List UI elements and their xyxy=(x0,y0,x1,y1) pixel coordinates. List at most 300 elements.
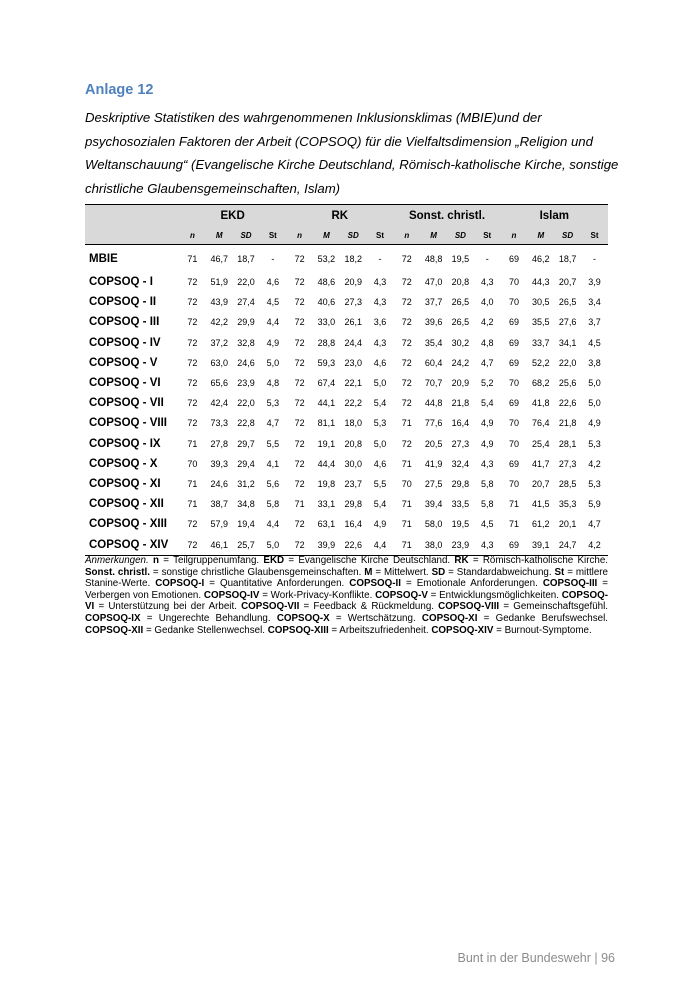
table-cell: 39,6 xyxy=(424,317,443,328)
table-cell: 72 xyxy=(401,277,412,288)
note-segment: COPSOQ-XI xyxy=(421,612,478,624)
table-cell: 70 xyxy=(508,277,519,288)
note-segment: = Mittelwert. xyxy=(372,566,432,578)
table-cell: 29,8 xyxy=(344,499,362,510)
table-cell: 44,8 xyxy=(424,398,443,409)
table-cell: 35,4 xyxy=(424,337,443,348)
table-cell: - xyxy=(378,253,382,264)
table-cell: 4,5 xyxy=(266,297,280,308)
table-cell: 24,6 xyxy=(237,357,255,368)
table-row xyxy=(85,413,608,433)
table-cell: 72 xyxy=(401,253,412,264)
table-row xyxy=(85,454,608,474)
table-cell: 69 xyxy=(508,253,519,264)
table-cell: 33,0 xyxy=(317,317,336,328)
table-cell: 39,1 xyxy=(527,534,554,555)
table-cell: 25,7 xyxy=(233,534,260,555)
table-cell: 27,3 xyxy=(558,458,577,469)
table-cell: 22,6 xyxy=(340,534,367,555)
table-cell: 71 xyxy=(187,253,198,264)
table-cell: 72 xyxy=(401,357,412,368)
table-cell: 37,2 xyxy=(210,337,228,348)
note-segment: COPSOQ-X xyxy=(276,612,330,624)
subheader-cell: n xyxy=(179,227,206,245)
table-cell: 29,4 xyxy=(237,458,255,469)
table-cell: 60,4 xyxy=(424,357,443,368)
table-cell: 5,0 xyxy=(266,357,280,368)
group-header-cell: Islam xyxy=(501,205,608,228)
table-cell: 21,8 xyxy=(451,398,470,409)
table-cell: 71 xyxy=(401,499,412,510)
table-cell: 30,0 xyxy=(344,458,362,469)
table-cell: 18,0 xyxy=(344,418,362,429)
subheader-empty-cell xyxy=(85,227,179,245)
table-row xyxy=(85,434,608,454)
table-cell: 47,0 xyxy=(424,277,443,288)
table-cell: 72 xyxy=(294,253,305,264)
table-cell: 4,9 xyxy=(266,337,280,348)
table-cell: 51,9 xyxy=(210,277,228,288)
table-cell: 4,3 xyxy=(373,297,387,308)
table-cell: 72 xyxy=(401,378,412,389)
table-cell: 30,5 xyxy=(532,297,550,308)
note-segment: = Unterstützung bei der Arbeit. xyxy=(94,601,242,613)
table-cell: 72 xyxy=(286,534,313,555)
note-segment: = Arbeitszufriedenheit. xyxy=(328,624,432,636)
caption-line: psychosozialen Faktoren der Arbeit (COPSOQ) für die Vielfaltsdimension „Religion und xyxy=(85,133,593,149)
table-cell: 4,4 xyxy=(266,317,280,328)
table-cell: 48,6 xyxy=(317,277,336,288)
table-cell: 4,6 xyxy=(373,458,387,469)
table-row xyxy=(85,494,608,514)
table-cell: 63,1 xyxy=(317,519,336,530)
subheader-cell: St xyxy=(474,227,501,245)
table-notes xyxy=(85,555,608,636)
table-cell: 19,8 xyxy=(317,478,336,489)
table-cell: 27,5 xyxy=(424,478,443,489)
table-caption xyxy=(85,106,619,200)
table-cell: 71 xyxy=(187,499,198,510)
table-cell: 5,4 xyxy=(373,499,387,510)
note-segment: COPSOQ-I xyxy=(155,578,205,590)
table-cell: 24,6 xyxy=(210,478,228,489)
table-cell: 5,9 xyxy=(588,499,601,510)
table-cell: 71 xyxy=(508,499,519,510)
row-label: COPSOQ - VIII xyxy=(89,417,167,430)
table-cell: 4,3 xyxy=(373,277,387,288)
table-row xyxy=(85,373,608,393)
table-cell: 71 xyxy=(401,418,412,429)
table-row xyxy=(85,474,608,494)
table-cell: 22,2 xyxy=(344,398,362,409)
table-cell: 23,0 xyxy=(344,357,362,368)
table-cell: 4,3 xyxy=(480,458,494,469)
table-cell: 70 xyxy=(187,458,198,469)
table-cell: 71 xyxy=(401,458,412,469)
table-cell: 72 xyxy=(187,418,198,429)
table-cell: 5,3 xyxy=(588,478,601,489)
table-cell: 5,3 xyxy=(588,438,601,449)
table-cell: 71 xyxy=(393,534,420,555)
table-cell: 5,0 xyxy=(259,534,286,555)
table-cell: 46,2 xyxy=(532,253,550,264)
table-cell: 5,0 xyxy=(373,378,387,389)
table-row xyxy=(85,245,608,273)
table-cell: 72 xyxy=(401,398,412,409)
table-cell: 69 xyxy=(508,357,519,368)
table-cell: 5,5 xyxy=(266,438,280,449)
table-cell: 72 xyxy=(187,398,198,409)
table-cell: 41,5 xyxy=(532,499,550,510)
table-cell: 5,3 xyxy=(266,398,280,409)
row-label: COPSOQ - VII xyxy=(89,397,164,410)
note-segment: = Evangelische Kirche Deutschland. xyxy=(284,555,455,566)
table-cell: 69 xyxy=(508,317,519,328)
subheader-cell: St xyxy=(581,227,608,245)
table-cell: 28,8 xyxy=(317,337,336,348)
table-cell: 22,0 xyxy=(237,277,255,288)
table-cell: 24,2 xyxy=(451,357,470,368)
subheader-cell: St xyxy=(259,227,286,245)
table-cell: 46,1 xyxy=(206,534,233,555)
row-label: COPSOQ - XIII xyxy=(89,518,167,531)
table-cell: 35,3 xyxy=(558,499,577,510)
table-cell: 4,9 xyxy=(373,519,387,530)
table-cell: 26,5 xyxy=(558,297,577,308)
table-cell: 3,8 xyxy=(588,357,601,368)
table-cell: 23,9 xyxy=(237,378,255,389)
note-segment: COPSOQ-XIII xyxy=(267,624,329,636)
table-cell: 4,8 xyxy=(480,337,494,348)
table-cell: 35,5 xyxy=(532,317,550,328)
subheader-cell: SD xyxy=(340,227,367,245)
table-cell: 81,1 xyxy=(317,418,336,429)
table-cell: 5,6 xyxy=(266,478,280,489)
table-row xyxy=(85,534,608,555)
table-row xyxy=(85,514,608,534)
row-label: COPSOQ - IV xyxy=(89,336,161,349)
table-cell: 28,1 xyxy=(558,438,577,449)
table-cell: 40,6 xyxy=(317,297,336,308)
table-cell: 72 xyxy=(401,297,412,308)
note-segment: RK xyxy=(454,555,469,566)
table-cell: 37,7 xyxy=(424,297,443,308)
table-cell: 41,8 xyxy=(532,398,550,409)
table-cell: 71 xyxy=(187,438,198,449)
table-cell: 4,2 xyxy=(581,534,608,555)
table-cell: 19,1 xyxy=(317,438,336,449)
table-cell: 70 xyxy=(508,378,519,389)
note-segment: COPSOQ-V xyxy=(375,589,428,601)
subheader-cell: M xyxy=(313,227,340,245)
note-segment: Anmerkungen. xyxy=(85,555,149,566)
table-cell: 4,3 xyxy=(474,534,501,555)
note-segment: = Wertschätzung. xyxy=(329,612,422,624)
table-cell: 19,4 xyxy=(237,519,255,530)
table-cell: 67,4 xyxy=(317,378,336,389)
table-cell: 26,5 xyxy=(451,317,470,328)
note-segment: = Quantitative Anforderungen. xyxy=(204,578,350,590)
table-cell: 72 xyxy=(401,337,412,348)
subheader-cell: n xyxy=(286,227,313,245)
table-cell: 72 xyxy=(401,317,412,328)
table-cell: 24,4 xyxy=(344,337,362,348)
table-cell: 19,5 xyxy=(451,253,470,264)
note-segment: SD xyxy=(431,566,446,578)
table-cell: 72 xyxy=(187,357,198,368)
table-cell: 22,0 xyxy=(558,357,577,368)
table-cell: 29,7 xyxy=(237,438,255,449)
table-cell: 4,4 xyxy=(367,534,394,555)
subheader-cell: SD xyxy=(447,227,474,245)
table-cell: 3,7 xyxy=(588,317,601,328)
note-segment: = Work-Privacy-Konflikte. xyxy=(259,589,376,601)
table-cell: 72 xyxy=(187,297,198,308)
table-cell: 5,4 xyxy=(373,398,387,409)
table-cell: 72 xyxy=(294,378,305,389)
table-cell: 72 xyxy=(187,277,198,288)
note-segment: = Teilgruppenumfang. xyxy=(158,555,264,566)
table-cell: 68,2 xyxy=(532,378,550,389)
header-empty-cell xyxy=(85,205,179,228)
note-segment: EKD xyxy=(263,555,285,566)
table-cell: 22,0 xyxy=(237,398,255,409)
page-footer: Bunt in der Bundeswehr | 96 xyxy=(457,951,615,965)
table-cell: 72 xyxy=(294,357,305,368)
table-cell: 59,3 xyxy=(317,357,336,368)
note-segment: n xyxy=(153,555,159,566)
table-cell: 20,9 xyxy=(451,378,470,389)
table-cell: 41,9 xyxy=(424,458,443,469)
table-cell: 58,0 xyxy=(424,519,443,530)
table-cell: 77,6 xyxy=(424,418,443,429)
table-cell: 5,3 xyxy=(373,418,387,429)
table-cell: 18,7 xyxy=(237,253,255,264)
table-cell: 46,7 xyxy=(210,253,228,264)
table-cell: 5,2 xyxy=(480,378,494,389)
table-cell: 39,9 xyxy=(313,534,340,555)
note-segment: = sonstige christliche Glaubensgemeinschaften. xyxy=(150,566,365,578)
table-cell: 4,7 xyxy=(266,418,280,429)
table-cell: 72 xyxy=(187,337,198,348)
table-row xyxy=(85,333,608,353)
table-row xyxy=(85,272,608,292)
table-cell: 34,1 xyxy=(558,337,577,348)
table-cell: 25,4 xyxy=(532,438,550,449)
row-label: COPSOQ - V xyxy=(89,356,158,369)
table-cell: 20,1 xyxy=(558,519,577,530)
table-cell: 70 xyxy=(508,418,519,429)
table-cell: 20,8 xyxy=(451,277,470,288)
table-cell: 29,8 xyxy=(451,478,470,489)
subheader-cell: SD xyxy=(233,227,260,245)
note-segment: = Feedback & Rückmeldung. xyxy=(299,601,439,613)
note-segment: = Emotionale Anforderungen. xyxy=(401,578,543,590)
table-cell: 72 xyxy=(401,438,412,449)
note-segment: COPSOQ-XIV xyxy=(431,624,494,636)
table-cell: 72 xyxy=(187,317,198,328)
table-cell: 4,2 xyxy=(480,317,494,328)
table-cell: 4,6 xyxy=(373,357,387,368)
table-cell: 16,4 xyxy=(451,418,470,429)
table-cell: 69 xyxy=(501,534,528,555)
table-cell: 43,9 xyxy=(210,297,228,308)
appendix-heading: Anlage 12 xyxy=(85,82,154,98)
table-cell: 28,5 xyxy=(558,478,577,489)
table-cell: 63,0 xyxy=(210,357,228,368)
table-cell: 33,5 xyxy=(451,499,470,510)
note-segment: M xyxy=(364,566,373,578)
row-label: MBIE xyxy=(89,252,118,265)
table-cell: 22,1 xyxy=(344,378,362,389)
subheader-cell: n xyxy=(501,227,528,245)
table-cell: 4,5 xyxy=(588,337,601,348)
table-cell: 38,0 xyxy=(420,534,447,555)
table-cell: 69 xyxy=(508,337,519,348)
table-cell: 61,2 xyxy=(532,519,550,530)
table-cell: 22,6 xyxy=(558,398,577,409)
note-segment: COPSOQ-VI xyxy=(85,589,609,613)
note-segment: COPSOQ-VII xyxy=(241,601,300,613)
table-cell: 25,6 xyxy=(558,378,577,389)
table-row xyxy=(85,353,608,373)
note-segment: = Gedanke Stellenwechsel. xyxy=(143,624,268,636)
note-segment: = Entwicklungsmöglichkeiten. xyxy=(427,589,562,601)
note-segment: COPSOQ-IX xyxy=(85,612,141,624)
table-cell: 4,9 xyxy=(480,438,494,449)
table-cell: 73,3 xyxy=(210,418,228,429)
table-cell: 72 xyxy=(187,519,198,530)
caption-line: Deskriptive Statistiken des wahrgenommenen Inklusionsklimas (MBIE)und der xyxy=(85,110,542,125)
group-header-cell: RK xyxy=(286,205,393,228)
table-cell: 72 xyxy=(294,438,305,449)
note-segment: = Standardabweichung. xyxy=(445,566,555,578)
table-cell: 70,7 xyxy=(424,378,443,389)
subheader-cell: St xyxy=(367,227,394,245)
table-cell: 20,7 xyxy=(558,277,577,288)
table-cell: 33,1 xyxy=(317,499,336,510)
subheader-cell: SD xyxy=(554,227,581,245)
table-cell: 20,7 xyxy=(532,478,550,489)
table-cell: 71 xyxy=(187,478,198,489)
row-label: COPSOQ - X xyxy=(89,457,158,470)
table-cell: 70 xyxy=(508,438,519,449)
subheader-cell: M xyxy=(420,227,447,245)
table-cell: 39,4 xyxy=(424,499,443,510)
caption-line: christliche Glaubensgemeinschaften, Islam) xyxy=(85,180,341,196)
row-label: COPSOQ - III xyxy=(89,316,160,329)
table-cell: 16,4 xyxy=(344,519,362,530)
table-cell: - xyxy=(592,253,596,264)
table-cell: 3,9 xyxy=(588,277,601,288)
table-cell: 4,9 xyxy=(588,418,601,429)
subheader-cell: n xyxy=(393,227,420,245)
table-group-header xyxy=(85,205,608,228)
table-cell: 30,2 xyxy=(451,337,470,348)
table-cell: 65,6 xyxy=(210,378,228,389)
subheader-cell: M xyxy=(206,227,233,245)
table-cell: 27,4 xyxy=(237,297,255,308)
table-cell: 53,2 xyxy=(317,253,336,264)
group-header-cell: Sonst. christl. xyxy=(393,205,500,228)
table-cell: 5,0 xyxy=(373,438,387,449)
row-label: COPSOQ - IX xyxy=(89,437,161,450)
note-segment: = Gemeinschaftsgefühl. xyxy=(499,601,608,613)
table-cell: 29,9 xyxy=(237,317,255,328)
table-cell: 38,7 xyxy=(210,499,228,510)
note-segment: = Ungerechte Behandlung. xyxy=(140,612,277,624)
table-cell: 72 xyxy=(294,478,305,489)
note-segment: COPSOQ-III xyxy=(542,578,598,590)
table-cell: 4,1 xyxy=(266,458,280,469)
table-cell: 5,8 xyxy=(266,499,280,510)
table-cell: 32,4 xyxy=(451,458,470,469)
table-cell: 5,8 xyxy=(480,478,494,489)
table-cell: 72 xyxy=(294,297,305,308)
table-cell: 42,2 xyxy=(210,317,228,328)
table-cell: 27,6 xyxy=(558,317,577,328)
table-cell: 4,7 xyxy=(588,519,601,530)
table-cell: 31,2 xyxy=(237,478,255,489)
table-cell: 21,8 xyxy=(558,418,577,429)
table-cell: 72 xyxy=(294,418,305,429)
statistics-table xyxy=(85,204,608,556)
table-cell: 26,1 xyxy=(344,317,362,328)
table-cell: 4,3 xyxy=(373,337,387,348)
subheader-cell: M xyxy=(527,227,554,245)
table-cell: 71 xyxy=(294,499,305,510)
table-cell: 18,2 xyxy=(344,253,362,264)
table-cell: 42,4 xyxy=(210,398,228,409)
table-cell: 5,5 xyxy=(373,478,387,489)
group-header-cell: EKD xyxy=(179,205,286,228)
table-cell: 72 xyxy=(294,458,305,469)
table-cell: 4,3 xyxy=(480,277,494,288)
table-cell: 72 xyxy=(294,337,305,348)
table-cell: 4,4 xyxy=(266,519,280,530)
table-cell: 44,3 xyxy=(532,277,550,288)
note-segment: = Burnout-Symptome. xyxy=(493,624,592,636)
table-cell: 69 xyxy=(508,398,519,409)
note-segment: = Römisch-katholische Kirche. xyxy=(468,555,608,566)
table-cell: 70 xyxy=(508,297,519,308)
note-segment: COPSOQ-XII xyxy=(85,624,144,636)
note-segment: COPSOQ-IV xyxy=(203,589,260,601)
table-row xyxy=(85,312,608,332)
table-row xyxy=(85,292,608,312)
table-cell: 57,9 xyxy=(210,519,228,530)
note-segment: = Gedanke Berufswechsel. xyxy=(477,612,608,624)
table-cell: 22,8 xyxy=(237,418,255,429)
table-cell: 48,8 xyxy=(424,253,443,264)
table-cell: 71 xyxy=(401,519,412,530)
note-segment: = Verbergen von Emotionen. xyxy=(85,578,609,601)
note-segment: Sonst. christl. xyxy=(85,566,150,578)
table-cell: 69 xyxy=(508,458,519,469)
note-segment: = mittlere Stanine-Werte. xyxy=(85,566,608,590)
table-row xyxy=(85,393,608,413)
row-label: COPSOQ - VI xyxy=(89,377,161,390)
table-cell: 18,7 xyxy=(558,253,577,264)
table-cell: 72 xyxy=(187,378,198,389)
table-cell: 70 xyxy=(401,478,412,489)
table-cell: 3,4 xyxy=(588,297,601,308)
table-cell: 72 xyxy=(294,317,305,328)
table-cell: 4,5 xyxy=(480,519,494,530)
note-segment: COPSOQ-VIII xyxy=(438,601,500,613)
table-cell: 4,7 xyxy=(480,357,494,368)
table-cell: 33,7 xyxy=(532,337,550,348)
